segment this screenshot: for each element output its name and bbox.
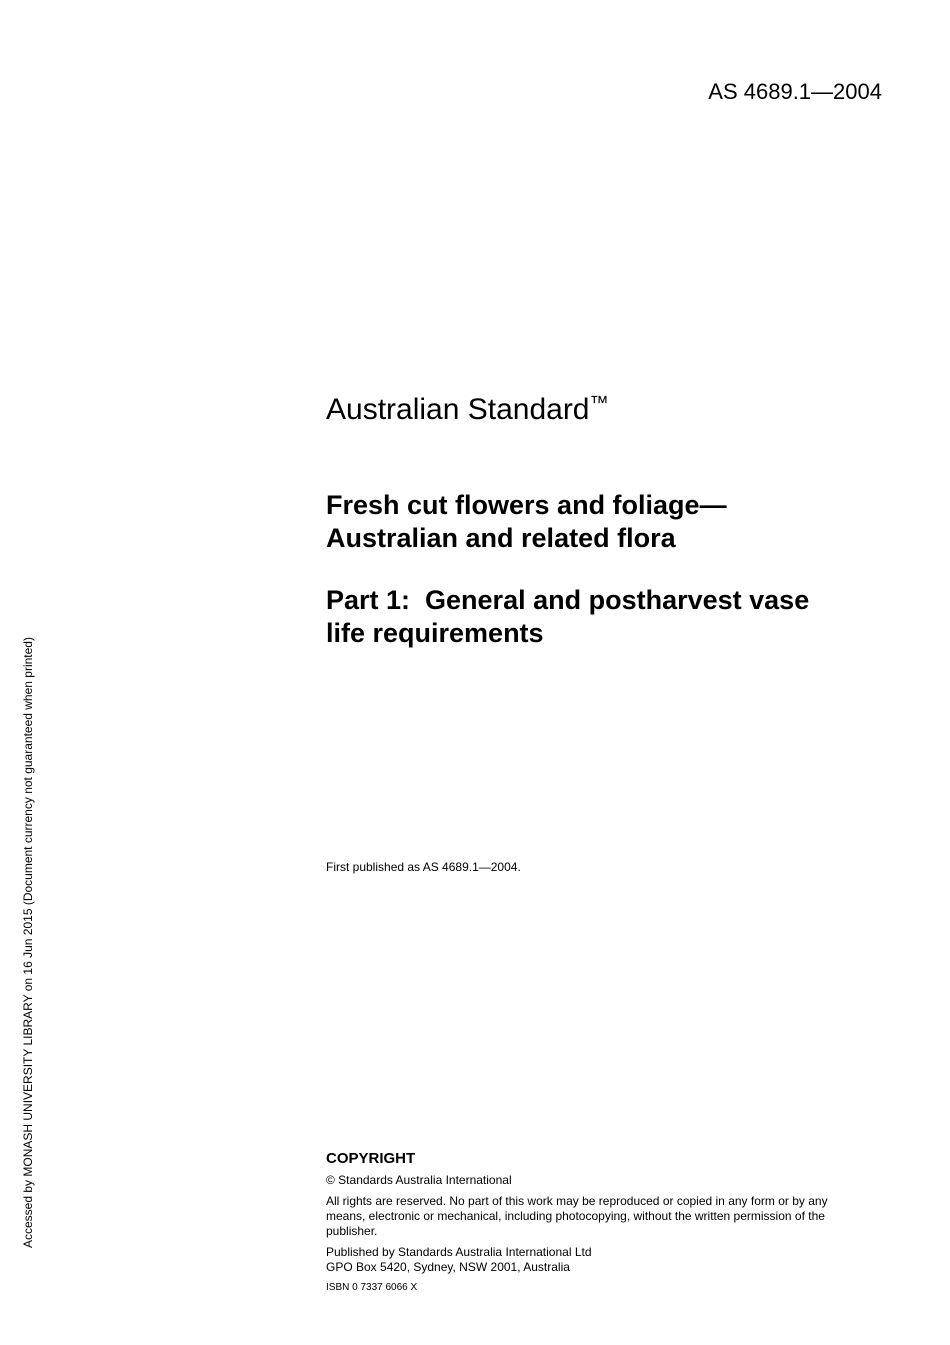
rights-line: means, electronic or mechanical, including photocopying, without the written permission of the	[326, 1209, 825, 1223]
trademark-symbol: ™	[589, 393, 609, 414]
rights-line: All rights are reserved. No part of this work may be reproduced or copied in any form or by any	[326, 1194, 828, 1208]
copyright-heading: COPYRIGHT	[326, 1150, 416, 1167]
copyright-owner: © Standards Australia International	[326, 1173, 512, 1187]
publisher-line: GPO Box 5420, Sydney, NSW 2001, Australia	[326, 1260, 570, 1274]
access-watermark: Accessed by MONASH UNIVERSITY LIBRARY on 16 Jun 2015 (Document currency not guaranteed when printed)	[21, 637, 35, 1248]
publisher-info	[326, 1245, 886, 1275]
title-line: Australian and related flora	[326, 523, 676, 553]
first-published-note: First published as AS 4689.1—2004.	[326, 860, 521, 874]
title-line: Fresh cut flowers and foliage—	[326, 490, 727, 520]
document-number: AS 4689.1—2004	[708, 79, 882, 104]
rights-statement	[326, 1194, 886, 1239]
standard-brand	[326, 386, 609, 428]
isbn: ISBN 0 7337 6066 X	[326, 1282, 418, 1293]
rights-line: publisher.	[326, 1224, 378, 1238]
part-title-line: life requirements	[326, 618, 544, 648]
document-title	[326, 489, 886, 555]
copyright-block	[326, 1150, 886, 1294]
standard-brand-text: Australian Standard	[326, 393, 590, 426]
part-title-line: Part 1: General and postharvest vase	[326, 585, 810, 615]
document-part-title	[326, 584, 906, 650]
publisher-line: Published by Standards Australia International Ltd	[326, 1245, 592, 1259]
